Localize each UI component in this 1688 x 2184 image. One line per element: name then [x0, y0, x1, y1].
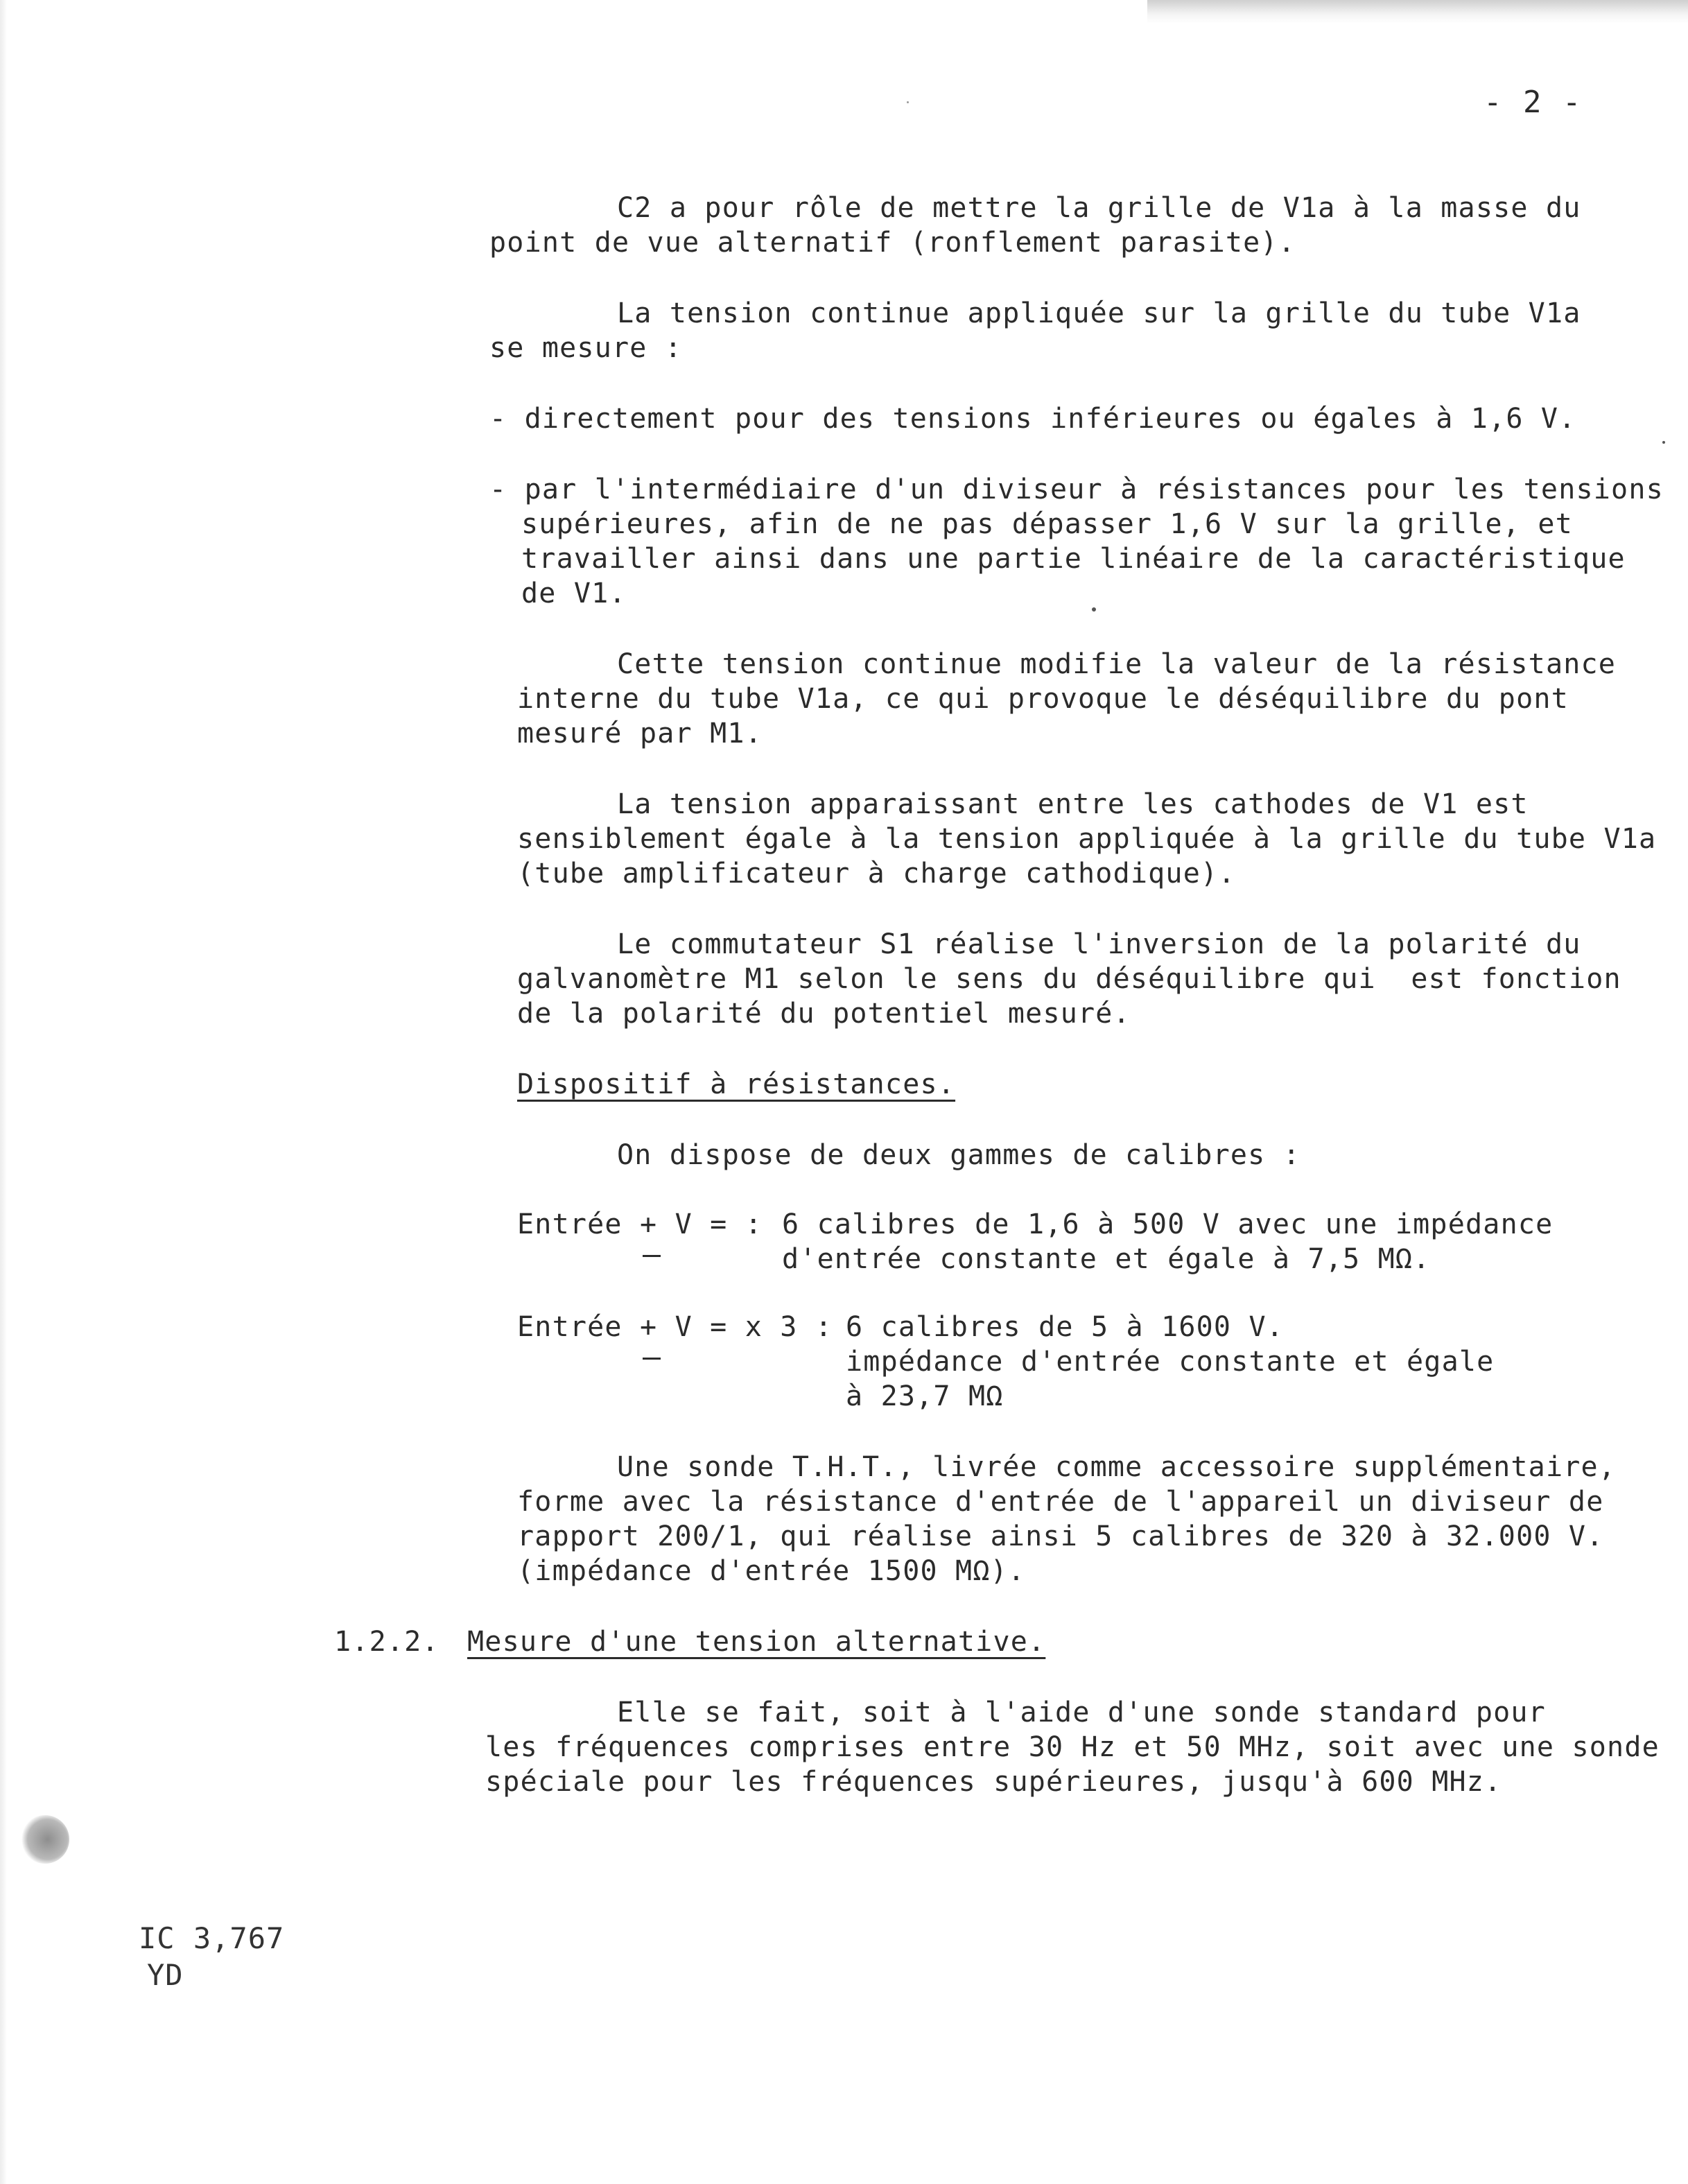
paragraph-line: forme avec la résistance d'entrée de l'appareil un diviseur de	[517, 1486, 1604, 1518]
paragraph-line: se mesure :	[489, 332, 683, 364]
entree-2-label-suffix: V = x 3 :	[657, 1311, 833, 1343]
paragraph-line: point de vue alternatif (ronflement parasite).	[489, 227, 1296, 259]
list-item-line: - directement pour des tensions inférieures ou égales à 1,6 V.	[489, 403, 1576, 435]
entree-1-description-line: d'entrée constante et égale à 7,5 MΩ.	[782, 1243, 1431, 1275]
entree-2-label	[517, 1313, 833, 1341]
entree-2-label-prefix: Entrée	[517, 1311, 640, 1343]
entree-2-description-line: impédance d'entrée constante et égale	[846, 1346, 1495, 1378]
plus-minus-plus: +	[639, 1311, 658, 1343]
paragraph-line: rapport 200/1, qui réalise ainsi 5 calibres de 320 à 32.000 V.	[517, 1520, 1604, 1552]
section-title: Mesure d'une tension alternative.	[467, 1626, 1046, 1658]
entree-1-label-prefix: Entrée	[517, 1208, 640, 1240]
ink-speck	[1662, 441, 1665, 444]
reference-code-initials: YD	[147, 1957, 184, 1992]
paragraph-line: spéciale pour les fréquences supérieures, jusqu'à 600 MHz.	[485, 1766, 1502, 1798]
reference-code-line: IC 3,767	[139, 1921, 285, 1955]
paragraph-line: les fréquences comprises entre 30 Hz et 50 MHz, soit avec une sonde	[485, 1731, 1660, 1763]
paragraph-line: interne du tube V1a, ce qui provoque le déséquilibre du pont	[517, 683, 1569, 715]
paragraph-line: C2 a pour rôle de mettre la grille de V1a à la masse du	[617, 192, 1581, 224]
paragraph-line: Le commutateur S1 réalise l'inversion de la polarité du	[617, 928, 1581, 960]
paragraph-line: mesuré par M1.	[517, 718, 763, 749]
paragraph-line: galvanomètre M1 selon le sens du déséquilibre qui est fonction	[517, 963, 1621, 995]
plus-minus-sign	[639, 1208, 658, 1240]
punch-hole-mark	[21, 1815, 69, 1864]
entree-1-description-line: 6 calibres de 1,6 à 500 V avec une impédance	[782, 1208, 1554, 1240]
page-number: - 2 -	[1483, 85, 1583, 120]
list-item-line: supérieures, afin de ne pas dépasser 1,6 V sur la grille, et	[521, 508, 1573, 540]
paragraph-line: de la polarité du potentiel mesuré.	[517, 998, 1131, 1030]
plus-minus-plus: +	[639, 1208, 658, 1240]
paragraph-line: (impédance d'entrée 1500 MΩ).	[517, 1555, 1026, 1587]
scan-shadow-left	[0, 0, 7, 2184]
document-reference-code	[139, 1921, 284, 1993]
entree-2-description-line: 6 calibres de 5 à 1600 V.	[846, 1311, 1285, 1343]
paragraph-line: La tension apparaissant entre les cathodes de V1 est	[617, 788, 1529, 820]
paragraph-line: Cette tension continue modifie la valeur de la résistance	[617, 648, 1617, 680]
paragraph-line: Elle se fait, soit à l'aide d'une sonde standard pour	[617, 1697, 1546, 1728]
paragraph-line: (tube amplificateur à charge cathodique).	[517, 858, 1236, 890]
list-item-line: - par l'intermédiaire d'un diviseur à résistances pour les tensions	[489, 474, 1664, 505]
section-heading-dispositif: Dispositif à résistances.	[517, 1068, 956, 1100]
section-number: 1.2.2.	[334, 1626, 440, 1658]
entree-1-label	[517, 1208, 763, 1240]
paragraph-line: On dispose de deux gammes de calibres :	[617, 1139, 1300, 1171]
plus-minus-bar	[643, 1255, 661, 1257]
scan-shadow-top	[1147, 0, 1688, 24]
entree-1-label-suffix: V = :	[657, 1208, 763, 1240]
entree-2-description-line: à 23,7 MΩ	[846, 1380, 1004, 1412]
plus-minus-bar	[643, 1358, 661, 1360]
paragraph-line: sensiblement égale à la tension appliquée à la grille du tube V1a	[517, 823, 1657, 855]
list-item-line: de V1.	[521, 578, 627, 609]
paragraph-line: Une sonde T.H.T., livrée comme accessoire supplémentaire,	[617, 1451, 1617, 1483]
ink-speck	[907, 101, 909, 103]
list-item-line: travailler ainsi dans une partie linéaire de la caractéristique	[521, 543, 1626, 575]
ink-speck	[1092, 607, 1096, 612]
paragraph-line: La tension continue appliquée sur la grille du tube V1a	[617, 297, 1581, 329]
plus-minus-sign	[640, 1313, 657, 1341]
